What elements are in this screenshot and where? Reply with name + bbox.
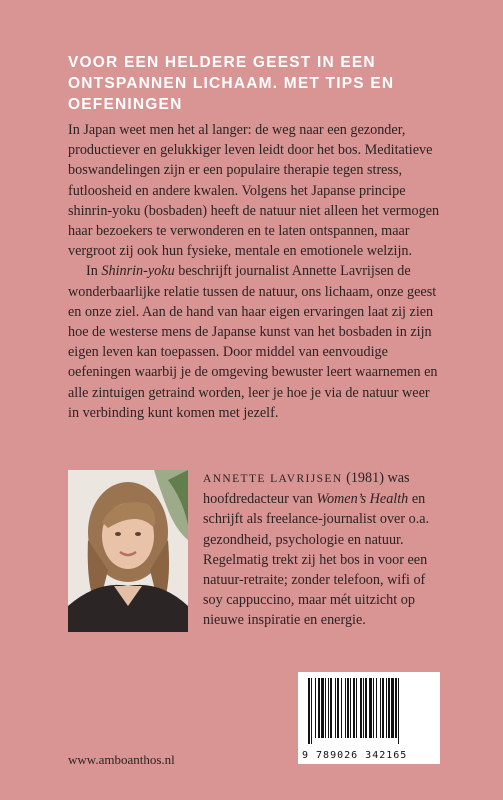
author-photo [68, 470, 188, 632]
barcode-bar [337, 678, 339, 738]
barcode-bar [380, 678, 381, 738]
barcode-bar [325, 678, 326, 738]
barcode-bar [308, 678, 310, 744]
barcode-bar [382, 678, 384, 738]
bio-text-1: was hoofdredacteur van [203, 470, 410, 508]
barcode-bar [386, 678, 387, 738]
author-name: ANNETTE LAVRIJSEN [203, 473, 343, 485]
barcode-bar [363, 678, 364, 738]
barcode-bar [391, 678, 394, 738]
bio-text-2: en schrijft als freelance-journalist over o.a. gezondheid, psychologie en natuur. Regelmatig trekt zij het bos in voor een natuur-retraite; zonder telefoon, wifi of soy cappuccino, maar mét uitzicht op nieuwe inspiratie en energie. [203, 491, 430, 629]
barcode-bar [315, 678, 316, 738]
barcode-bar [395, 678, 397, 738]
paragraph-2-prefix: In [86, 263, 102, 280]
barcode-bar [318, 678, 320, 738]
barcode-bars [304, 678, 434, 744]
paragraph-2-rest: beschrijft journalist Annette Lavrijsen de wonderbaarlijke relatie tussen de natuur, ons lichaam, onze geest en onze ziel. Aan de hand van haar eigen ervaringen laat zij zien hoe de westerse mens de Japanse kunst van het bosbaden in zijn eigen leven kan toepassen. Door middel van eenvoudige oefeningen waarbij je de omgeving bewuster leert waarnemen en alle zintuigen getraind worden, leer je hoe je via de natuur weer in verbinding kunt komen met jezelf. [68, 263, 438, 421]
publisher-url: www.amboanthos.nl [68, 752, 175, 767]
barcode-bar [398, 678, 399, 744]
author-birth-year: (1981) [342, 470, 384, 486]
magazine-title-italic: Women’s Health [316, 491, 409, 508]
barcode-bar [330, 678, 332, 738]
barcode-bar [376, 678, 377, 738]
barcode-bar [341, 678, 342, 738]
barcode-number: 9 789026 342165 [302, 750, 408, 761]
book-title-italic: Shinrin-yoku [101, 263, 175, 280]
isbn-barcode [298, 672, 440, 764]
barcode-bar [350, 678, 351, 738]
back-cover-headline: VOOR EEN HELDERE GEEST IN EEN ONTSPANNEN LICHAAM. MET TIPS EN OEFENINGEN [68, 54, 395, 113]
barcode-bar [353, 678, 355, 738]
barcode-bar [347, 678, 349, 738]
barcode-bar [335, 678, 336, 738]
barcode-bar [388, 678, 390, 738]
barcode-bar [373, 678, 374, 738]
barcode-bar [345, 678, 346, 738]
barcode-bar [360, 678, 362, 738]
blurb-paragraph-2 [68, 261, 443, 423]
barcode-bar [311, 678, 312, 744]
author-bio [203, 468, 443, 631]
barcode-bar [321, 678, 324, 738]
barcode-bar [356, 678, 357, 738]
barcode-bar [328, 678, 329, 738]
barcode-bar [365, 678, 367, 738]
barcode-bar [369, 678, 372, 738]
blurb-paragraph-1: In Japan weet men het al langer: de weg naar een gezonder, productiever en gelukkiger leven leidt door het bos. Meditatieve boswandelingen zijn er een populaire therapie tegen stress, futloosheid en andere kwalen. Volgens het Japanse principe shinrin-yoku (bosbaden) heeft de natuur niet alleen het vermogen haar bezoekers te verwonderen en te laten ontspannen, maar vergroot zij ook hun fysieke, mentale en emotionele welzijn. [68, 122, 440, 260]
blurb-text [68, 120, 443, 423]
